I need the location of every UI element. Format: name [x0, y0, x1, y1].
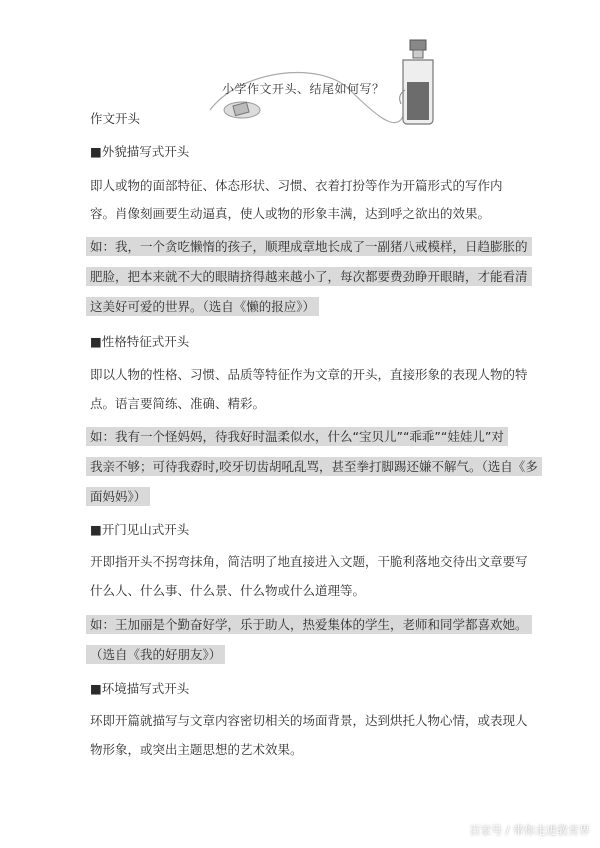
example-line: 我亲不够；可待我孬时,咬牙切齿胡吼乱骂，甚至拳打脚踢还嫌不解气。（选自《多 — [86, 457, 542, 476]
body-line: 环即开篇就描写与文章内容密切相关的场面背景，达到烘托人物心情，或表现人 — [90, 713, 528, 728]
example-line: 面妈妈》） — [86, 487, 150, 506]
body-line: 什么人、什么事、什么景、什么物或什么道理等。 — [90, 583, 366, 598]
example-line: 如：我，一个贪吃懒惰的孩子，顺理成章地长成了一副猪八戒模样，日趋膨胀的 — [86, 237, 532, 256]
heading-environment: ■环境描写式开头 — [90, 681, 190, 696]
body-line: 点。语言要简练、准确、精彩。 — [90, 396, 266, 411]
example-line: 如：我有一个怪妈妈，待我好时温柔似水，什么“宝贝儿”“乖乖”“娃娃儿”对 — [86, 427, 508, 446]
section-title: 作文开头 — [90, 111, 141, 126]
example-line: 这美好可爱的世界。（选自《懒的报应》） — [86, 297, 319, 316]
example-line: 肥脸，把本来就不大的眼睛挤得越来越小了，每次都要费劲睁开眼睛，才能看清 — [86, 267, 532, 286]
body-line: 容。肖像刻画要生动逼真，使人或物的形象丰满，达到呼之欲出的效果。 — [90, 206, 491, 221]
heading-personality: ■性格特征式开头 — [90, 334, 190, 349]
page-title: 小学作文开头、结尾如何写？ — [222, 82, 385, 96]
watermark: 百家号 / 带你走进教育界 — [469, 824, 590, 837]
body-line: 物形象，或突出主题思想的艺术效果。 — [90, 742, 303, 757]
example-line: （选自《我的好朋友》） — [86, 645, 225, 664]
body-line: 即以人物的性格、习惯、品质等特征作为文章的开头，直接形象的表现人物的特 — [90, 367, 528, 382]
heading-direct: ■开门见山式开头 — [90, 522, 190, 537]
body-line: 即人或物的面部特征、体态形状、习惯、衣着打扮等作为开篇形式的写作内 — [90, 178, 503, 193]
heading-appearance: ■外貌描写式开头 — [90, 144, 190, 159]
example-line: 如：王加丽是个勤奋好学，乐于助人，热爱集体的学生，老师和同学都喜欢她。 — [86, 615, 532, 634]
body-line: 开即指开头不拐弯抹角，简洁明了地直接进入文题，干脆利落地交待出文章要写 — [90, 554, 528, 569]
